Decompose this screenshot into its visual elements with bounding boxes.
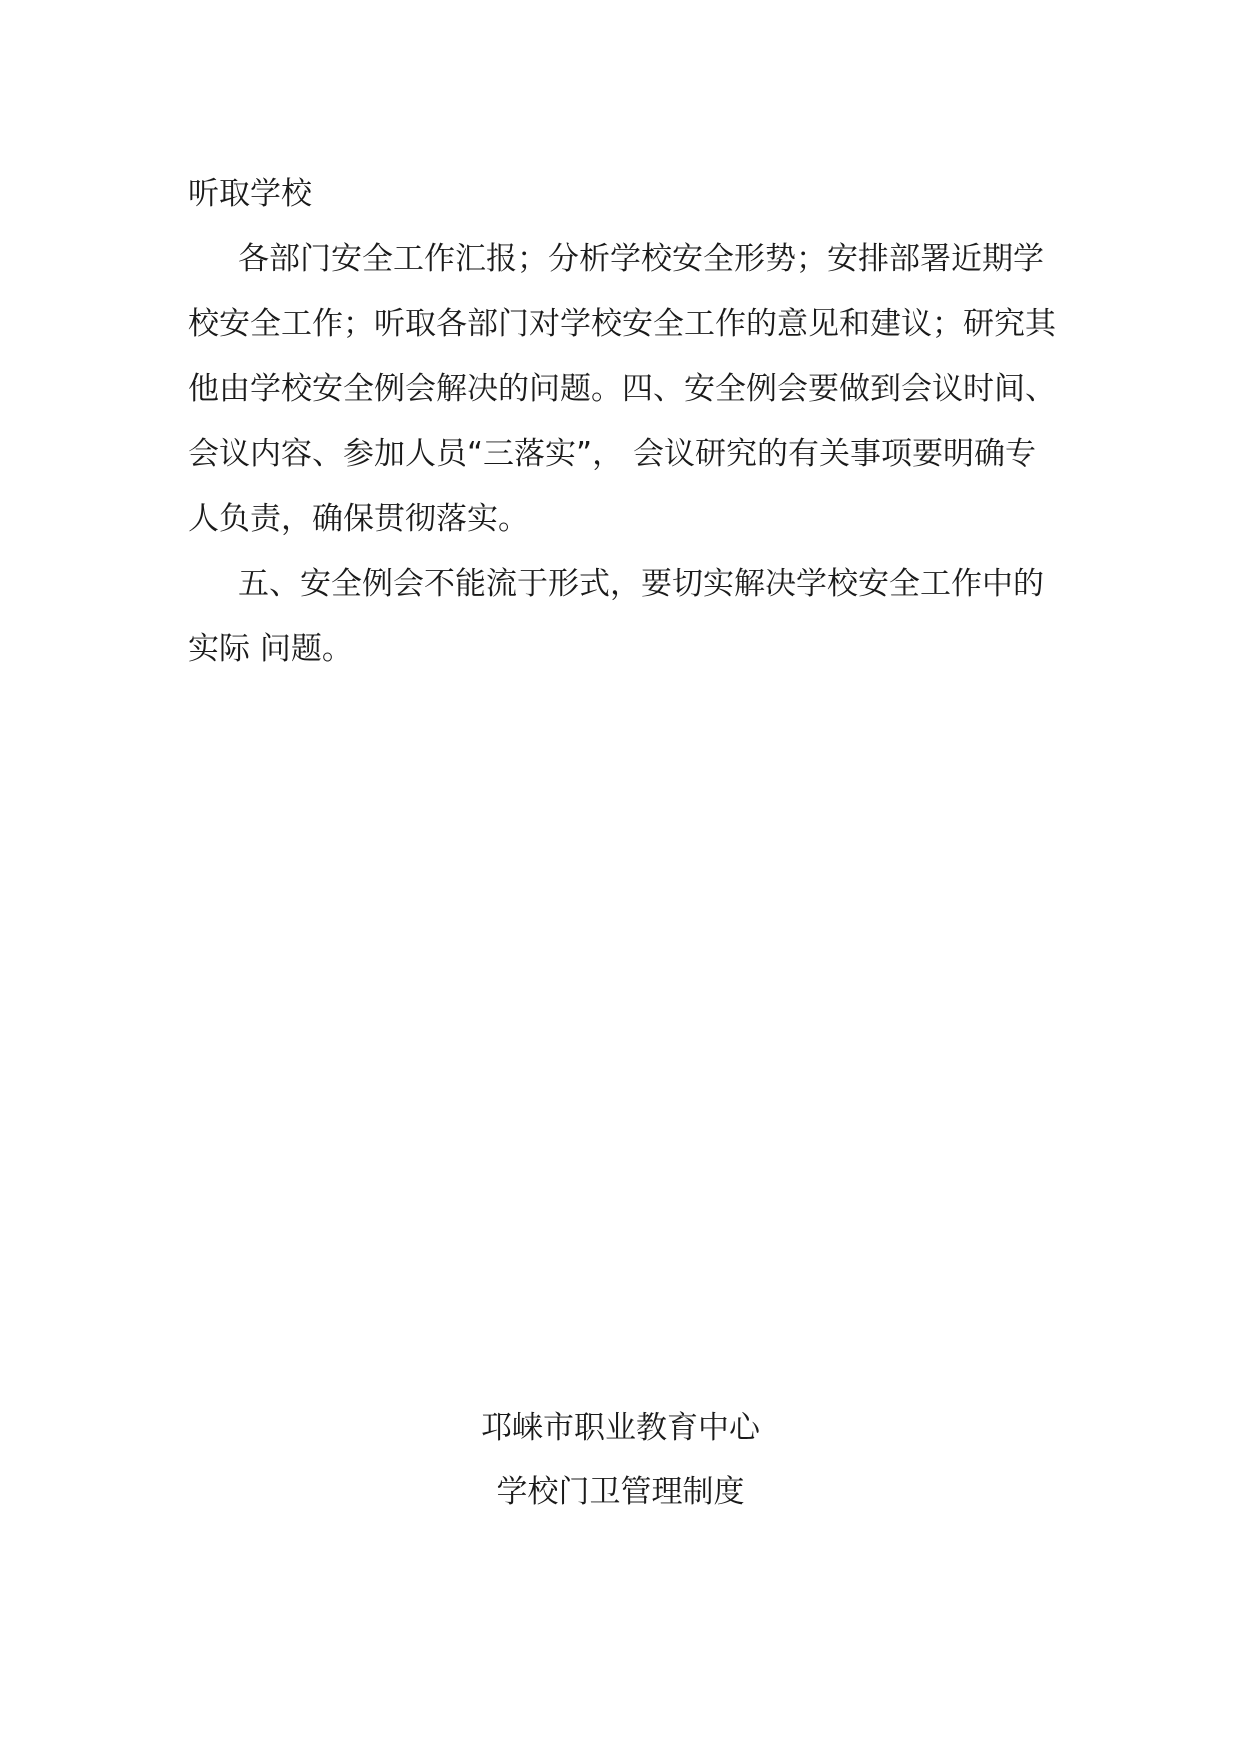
- paragraph-3: 五、安全例会不能流于形式，要切实解决学校安全工作中的实际 问题。: [188, 566, 1044, 667]
- paragraph-1: 听取学校: [188, 176, 312, 212]
- organization-name: 邛崃市职业教育中心: [481, 1410, 760, 1446]
- body-text: [188, 162, 1060, 682]
- section-title: 学校门卫管理制度: [496, 1474, 745, 1510]
- paragraph-2: 各部门安全工作汇报；分析学校安全形势；安排部署近期学校安全工作；听取各部门对学校安全工作的意见和建议；研究其他由学校安全例会解决的问题。四、安全例会要做到会议时间、会议内容、参加人员“三落实”， 会议研究的有关事项要明确专人负责，确保贯彻落实。: [188, 241, 1056, 537]
